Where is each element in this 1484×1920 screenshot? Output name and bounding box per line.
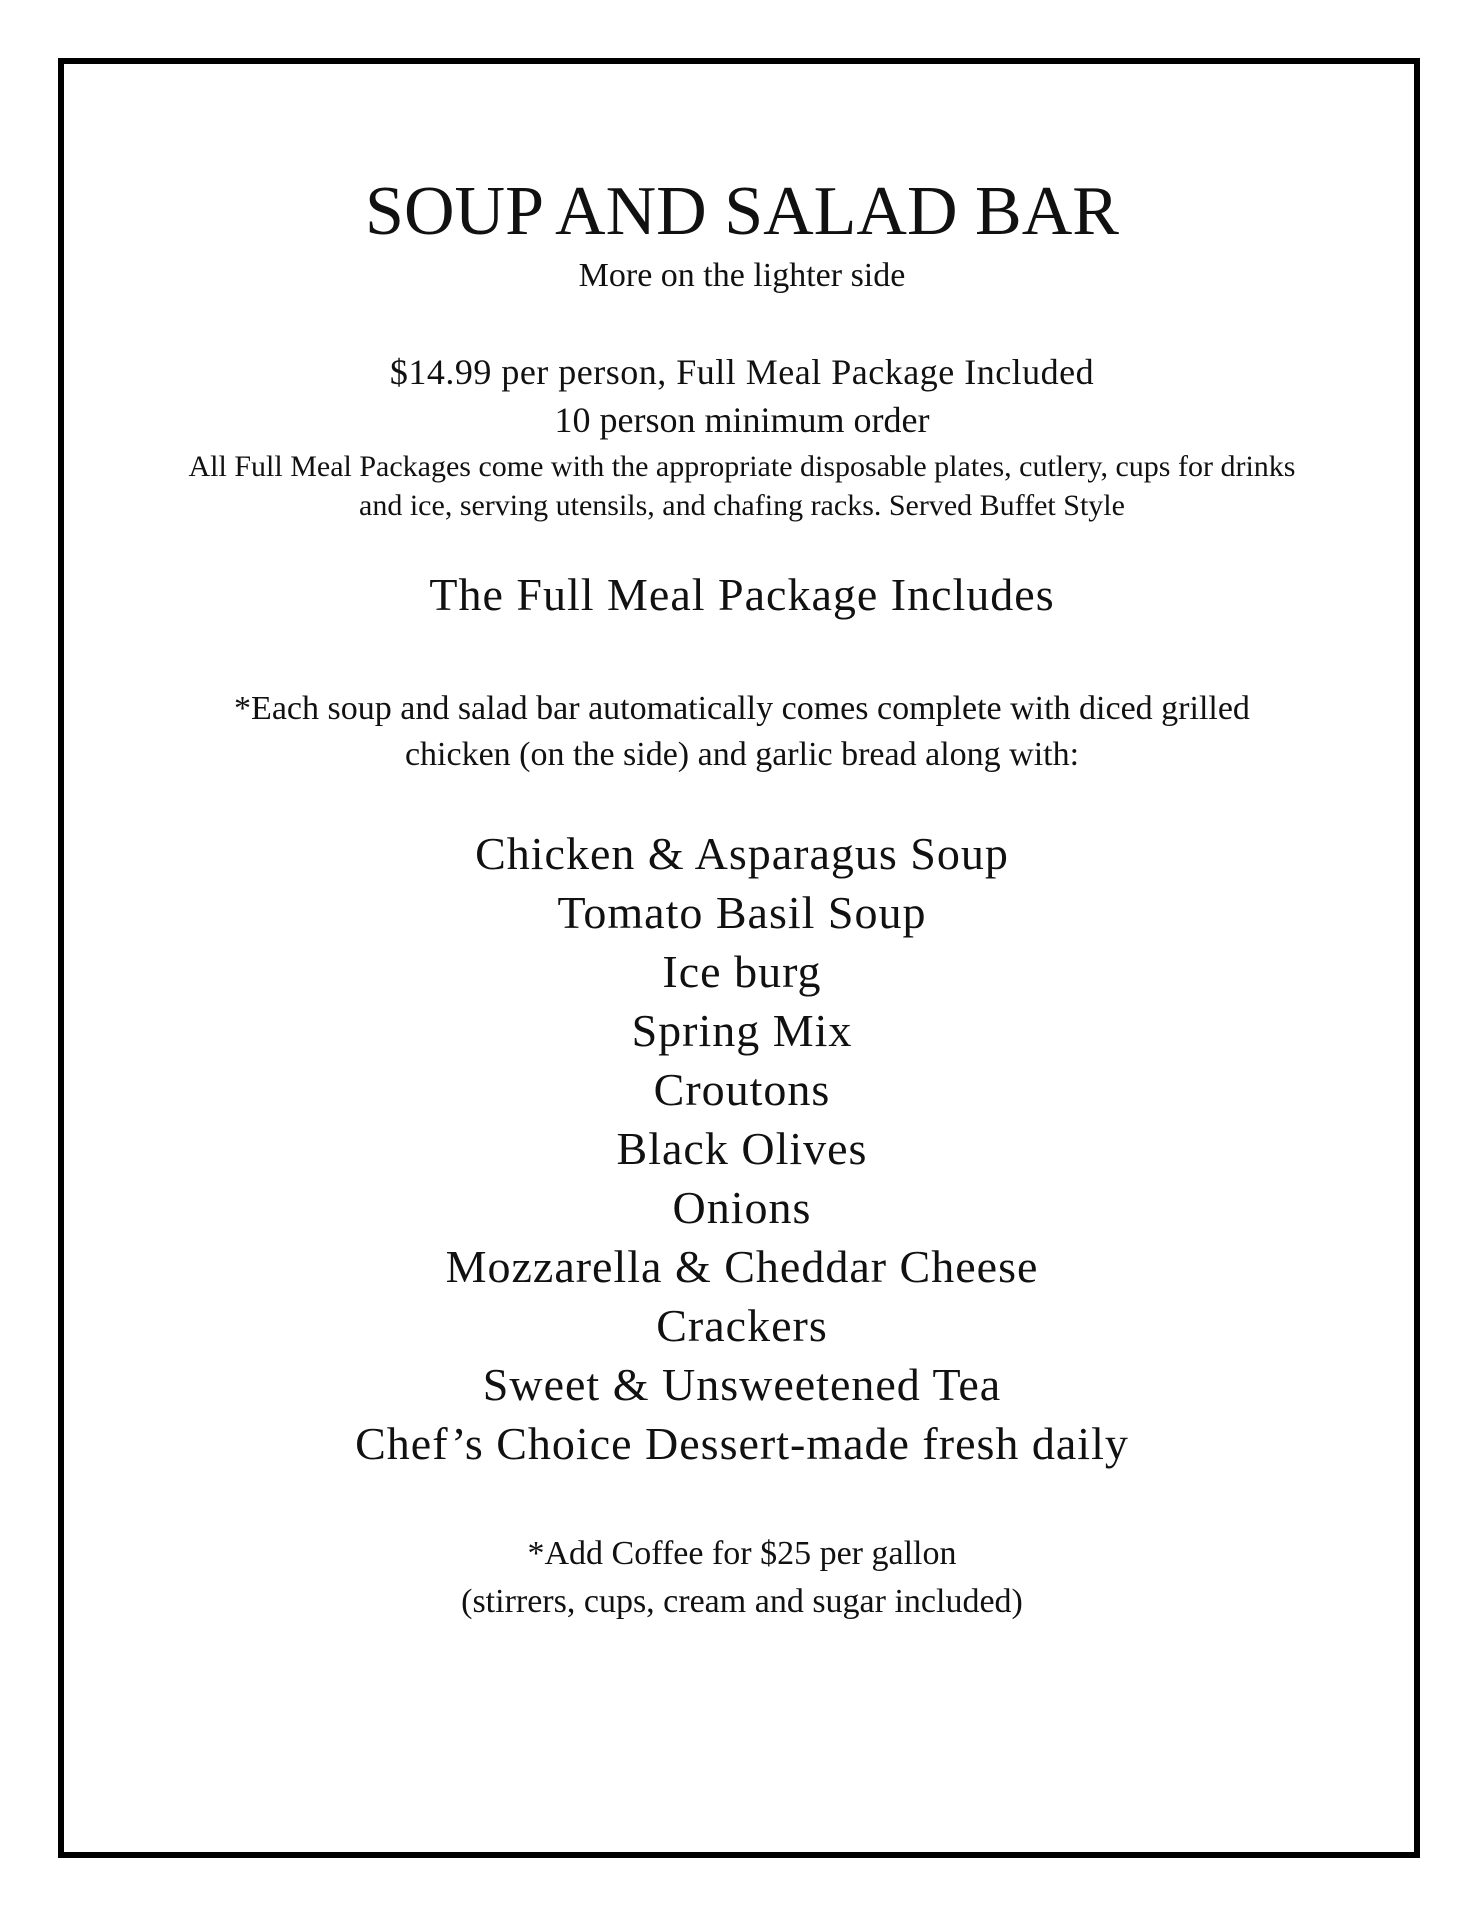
menu-item: Onions [672,1182,812,1233]
coffee-addon-line: *Add Coffee for $25 per gallon [527,1535,957,1572]
menu-item: Tomato Basil Soup [557,887,927,938]
included-note: *Each soup and salad bar automatically comes complete with diced grilled chicken (on the side) and garlic bread along with: [234,690,1250,773]
menu-item: Chicken & Asparagus Soup [475,828,1009,879]
menu-item-list [64,824,1420,1473]
includes-heading: The Full Meal Package Includes [429,569,1055,620]
package-disclaimer: All Full Meal Packages come with the appropriate disposable plates, cutlery, cups for drinks and ice, serving utensils, and chafing racks. Served Buffet Style [188,450,1296,522]
menu-item: Ice burg [662,946,822,997]
menu-subtitle: More on the lighter side [578,257,906,294]
menu-item: Mozzarella & Cheddar Cheese [445,1241,1039,1292]
menu-item: Black Olives [616,1123,868,1174]
menu-item: Chef’s Choice Dessert-made fresh daily [355,1418,1129,1469]
minimum-order-line: 10 person minimum order [554,400,930,440]
menu-item: Crackers [656,1300,828,1351]
menu-item: Croutons [653,1064,831,1115]
menu-item: Sweet & Unsweetened Tea [482,1359,1002,1410]
price-line: $14.99 per person, Full Meal Package Included [389,352,1095,392]
coffee-addon [64,1530,1420,1626]
coffee-addon-note: (stirrers, cups, cream and sugar included) [461,1583,1023,1620]
menu-title: SOUP AND SALAD BAR [365,173,1119,250]
menu-item: Spring Mix [631,1005,853,1056]
